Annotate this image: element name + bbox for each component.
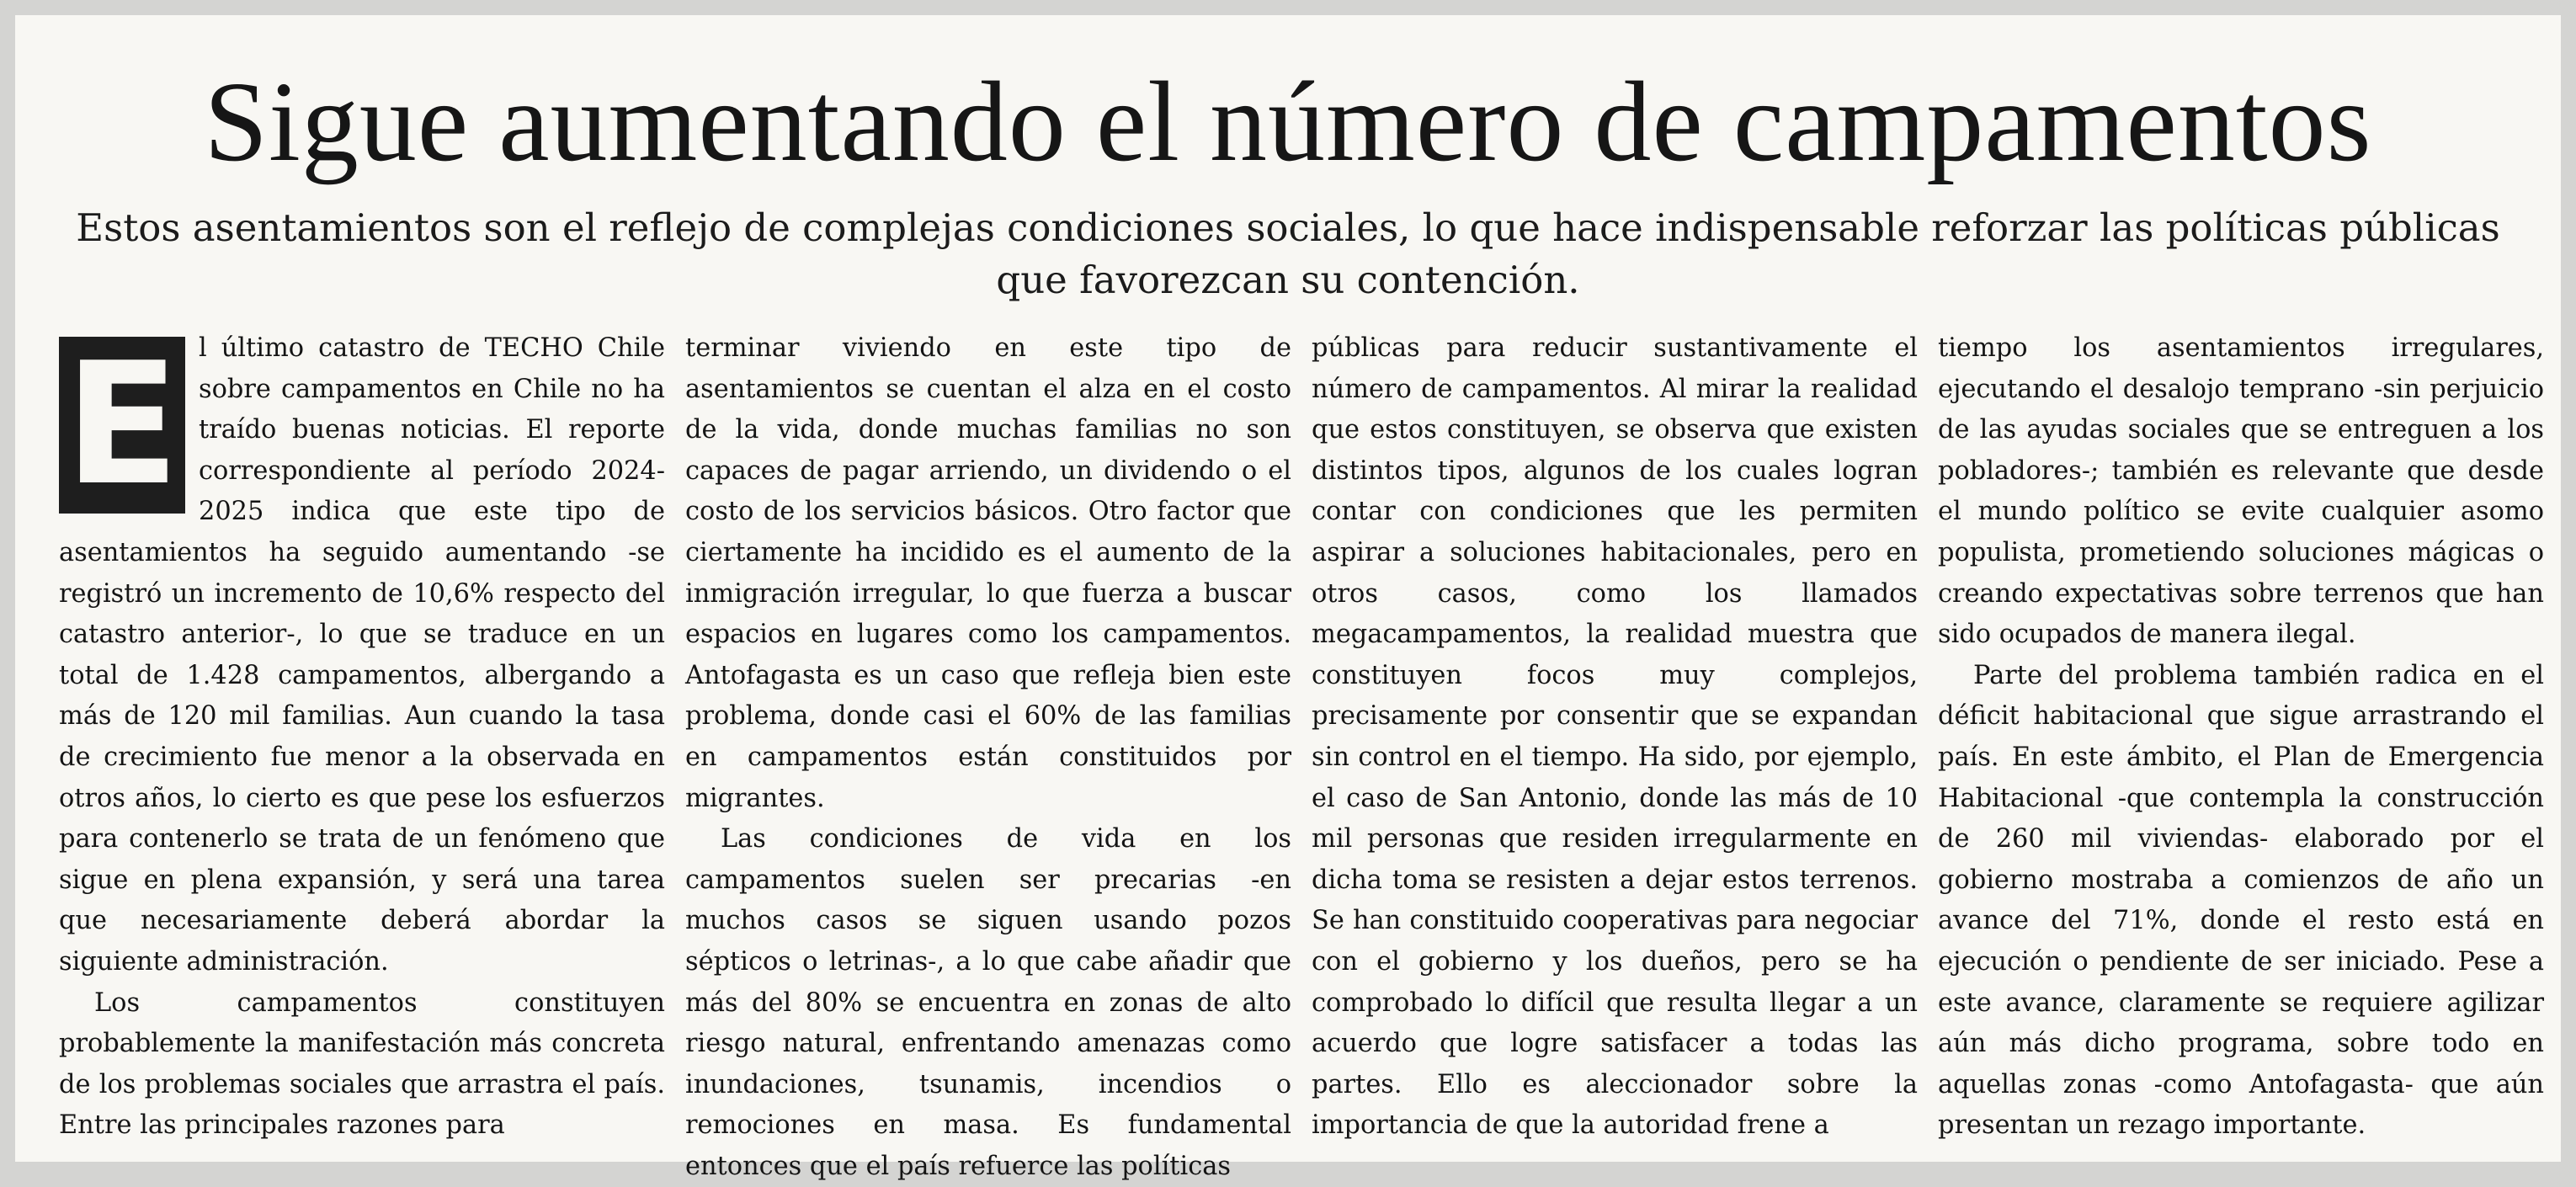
- drop-cap: [59, 327, 185, 523]
- paragraph-4: Las condiciones de vida en los campamentos suelen ser precarias -en muchos casos se siguen usando pozos sépticos o letrinas-, a lo que cabe añadir que más del 80% se encuentra en zonas de alto riesgo natural, enfrentando amenazas como inundaciones, tsunamis, incendios o remociones en masa. Es fundamental entonces que el país refuerce las políticas: [685, 824, 1291, 1181]
- drop-cap-letter: E: [64, 327, 180, 523]
- article-column-1: [59, 328, 665, 1157]
- headline: Sigue aumentando el número de campamentos: [204, 59, 2372, 185]
- paragraph-2: Los campamentos constituyen probablemente la manifestación más concreta de los problemas sociales que arrastra el país. Entre las principales razones para: [59, 987, 665, 1141]
- paragraph-5: públicas para reducir sustantivamente el número de campamentos. Al mirar la realidad que estos constituyen, se observa que existen distintos tipos, algunos de los cuales logran contar con condiciones que les permiten aspirar a soluciones habitacionales, pero en otros casos, como los llamados megacampamentos, la realidad muestra que constituyen focos muy complejos, precisamente por consentir que se expandan sin control en el tiempo. Ha sido, por ejemplo, el caso de San Antonio, donde las más de 10 mil personas que residen irregularmente en dicha toma se resisten a dejar estos terrenos. Se han constituido cooperativas para negociar con el gobierno y los dueños, pero se ha comprobado lo difícil que resulta llegar a un acuerdo que logre satisfacer a todas las partes. Ello es aleccionador sobre la importancia de que la autoridad frene a: [1312, 333, 1918, 1141]
- article-column-4: [1938, 328, 2544, 1157]
- paragraph-6: tiempo los asentamientos irregulares, ejecutando el desalojo temprano -sin perjuicio de las ayudas sociales que se entreguen a los pobladores-; también es relevante que desde el mundo político se evite cualquier asomo populista, prometiendo soluciones mágicas o creando expectativas sobre terrenos que han sido ocupados de manera ilegal.: [1938, 333, 2544, 650]
- article-column-3: [1312, 328, 1918, 1157]
- newspaper-page: [15, 15, 2561, 1181]
- subheadline: Estos asentamientos son el reflejo de complejas condiciones sociales, lo que hace indispensable reforzar las políticas públicas que favorezcan su contención.: [76, 205, 2500, 302]
- paragraph-3: terminar viviendo en este tipo de asentamientos se cuentan el alza en el costo de la vida, donde muchas familias no son capaces de pagar arriendo, un dividendo o el costo de los servicios básicos. Otro factor que ciertamente ha incidido es el aumento de la inmigración irregular, lo que fuerza a buscar espacios en lugares como los campamentos. Antofagasta es un caso que refleja bien este problema, donde casi el 60% de las familias en campamentos están constituidos por migrantes.: [685, 333, 1291, 813]
- paragraph-7: Parte del problema también radica en el déficit habitacional que sigue arrastrando el país. En este ámbito, el Plan de Emergencia Habitacional -que contempla la construcción de 260 mil viviendas- elaborado por el gobierno mostraba a comienzos de año un avance del 71%, donde el resto está en ejecución o pendiente de ser iniciado. Pese a este avance, claramente se requiere agilizar aún más dicho programa, sobre todo en aquellas zonas -como Antofagasta- que aún presentan un rezago importante.: [1938, 660, 2544, 1141]
- paragraph-1: l último catastro de TECHO Chile sobre campamentos en Chile no ha traído buenas noticias. El reporte correspondiente al período 2024-2025 indica que este tipo de asentamientos ha seguido aumentando -se registró un incremento de 10,6% respecto del catastro anterior-, lo que se traduce en un total de 1.428 campamentos, albergando a más de 120 mil familias. Aun cuando la tasa de crecimiento fue menor a la observada en otros años, lo cierto es que pese los esfuerzos para contenerlo se trata de un fenómeno que sigue en plena expansión, y será una tarea que necesariamente deberá abordar la siguiente administración.: [59, 333, 665, 977]
- article-column-2: [685, 328, 1291, 1181]
